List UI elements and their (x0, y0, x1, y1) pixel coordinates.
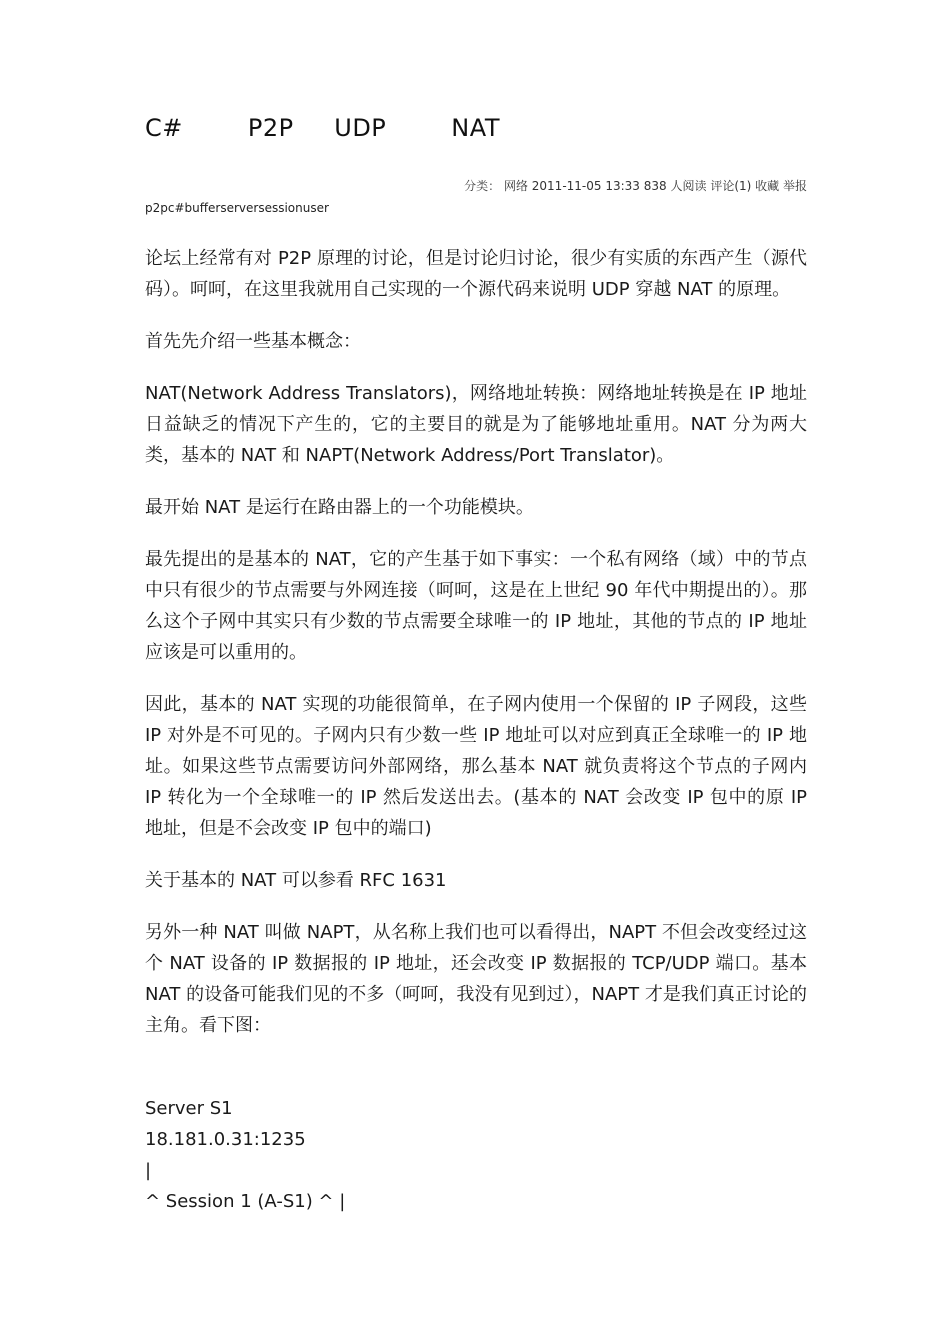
page-title: C# P2P UDP NAT (145, 114, 500, 142)
diagram-line: Server S1 (145, 1098, 233, 1119)
ascii-diagram (145, 1093, 345, 1217)
diagram-line: | (145, 1160, 152, 1181)
favorite-link[interactable]: 收藏 (755, 179, 780, 193)
paragraph: 论坛上经常有对 P2P 原理的讨论，但是讨论归讨论，很少有实质的东西产生（源代码）。呵呵，在这里我就用自己实现的一个源代码来说明 UDP 穿越 NAT 的原理。 (145, 248, 807, 300)
report-link[interactable]: 举报 (782, 179, 807, 193)
paragraph: 关于基本的 NAT 可以参看 RFC 1631 (145, 870, 447, 891)
paragraph: 首先先介绍一些基本概念： (145, 331, 361, 352)
category-link[interactable]: 网络 (503, 179, 528, 193)
article-meta (464, 177, 807, 194)
read-count: 838 人阅读 (643, 179, 707, 193)
category-label: 分类： (464, 179, 501, 193)
diagram-line: ^ Session 1 (A-S1) ^ | (145, 1191, 346, 1212)
paragraph: 因此，基本的 NAT 实现的功能很简单，在子网内使用一个保留的 IP 子网段，这些 IP 对外是不可见的。子网内只有少数一些 IP 地址可以对应到真正全球唯一的 IP 地址。如果这些节点需要访问外部网络，那么基本 NAT 就负责将这个节点的子网内 IP 转化为一个全球唯一的 IP 然后发送出去。(基本的 NAT 会改变 IP 包中的原 IP 地址，但是不会改变 IP 包中的端口) (145, 694, 807, 839)
comments-link[interactable]: 评论(1) (710, 179, 752, 193)
article-body (145, 243, 807, 1062)
paragraph: NAT(Network Address Translators)，网络地址转换：网络地址转换是在 IP 地址日益缺乏的情况下产生的，它的主要目的就是为了能够地址重用。NAT 分为两大类，基本的 NAT 和 NAPT(Network Address/Port Translator)。 (145, 383, 807, 466)
post-datetime: 2011-11-05 13:33 (531, 179, 640, 193)
diagram-line: 18.181.0.31:1235 (145, 1129, 306, 1150)
paragraph: 最开始 NAT 是运行在路由器上的一个功能模块。 (145, 497, 534, 518)
paragraph: 另外一种 NAT 叫做 NAPT，从名称上我们也可以看得出，NAPT 不但会改变经过这个 NAT 设备的 IP 数据报的 IP 地址，还会改变 IP 数据报的 TCP/UDP 端口。基本 NAT 的设备可能我们见的不多（呵呵，我没有见到过），NAPT 才是我们真正讨论的主角。看下图： (145, 922, 807, 1036)
paragraph: 最先提出的是基本的 NAT，它的产生基于如下事实：一个私有网络（域）中的节点中只有很少的节点需要与外网连接（呵呵，这是在上世纪 90 年代中期提出的）。那么这个子网中其实只有少数的节点需要全球唯一的 IP 地址，其他的节点的 IP 地址应该是可以重用的。 (145, 549, 807, 663)
article-tags: p2pc#bufferserversessionuser (145, 201, 329, 215)
